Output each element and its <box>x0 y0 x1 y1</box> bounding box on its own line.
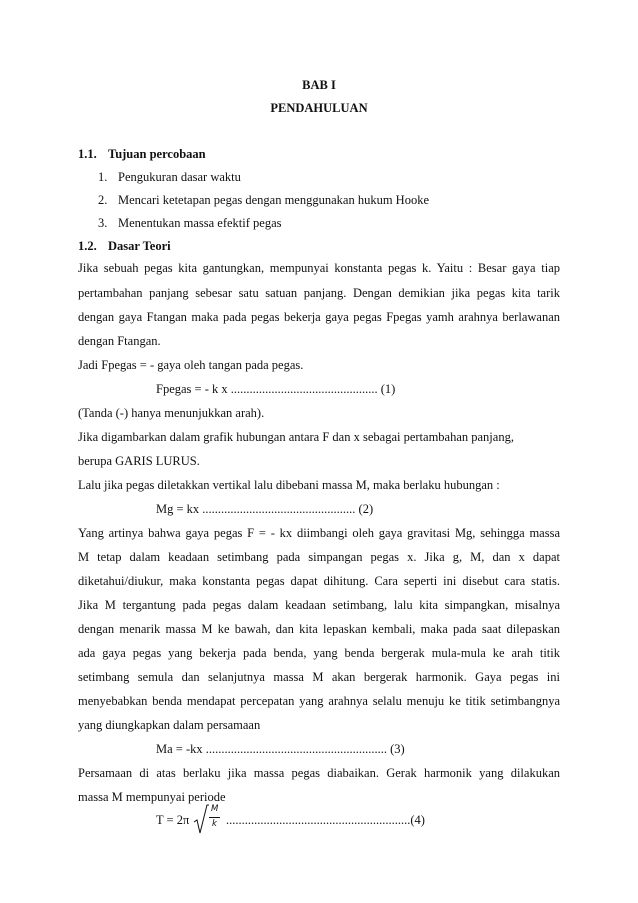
list-item-number: 1. <box>98 170 108 184</box>
paragraph-line: Yang artinya bahwa gaya pegas F = - kx diimbangi oleh gaya gravitasi Mg, sehingga massa <box>78 526 560 540</box>
paragraph-line: dengan menarik massa M ke bawah, dan kita lepaskan kembali, maka pada saat dilepaskan <box>78 622 560 636</box>
paragraph-line: menyebabkan benda mendapat percepatan yang arahnya selalu menuju ke titik setimbangnya <box>78 694 560 708</box>
section-heading-tujuan <box>78 147 560 162</box>
section-title: Tujuan percobaan <box>108 147 206 161</box>
chapter-label: BAB I <box>302 78 336 92</box>
fraction-denominator: k <box>212 819 217 829</box>
equation-1: Fpegas = - k x ............................................... (1) <box>156 382 396 396</box>
paragraph-line: Jika sebuah pegas kita gantungkan, mempunyai konstanta pegas k. Yaitu : Besar gaya tiap <box>78 261 560 275</box>
paragraph-line: dengan gaya Ftangan maka pada pegas bekerja gaya pegas Fpegas yamh arahnya berlawanan <box>78 310 560 324</box>
equation-2: Mg = kx ................................................. (2) <box>156 502 374 516</box>
fraction-bar <box>209 817 220 818</box>
section-number: 1.2. <box>78 239 97 253</box>
list-item-text: Pengukuran dasar waktu <box>118 170 241 184</box>
section-heading-dasar-teori <box>78 239 560 254</box>
list-item-text: Mencari ketetapan pegas dengan menggunakan hukum Hooke <box>118 193 430 207</box>
paragraph-line: setimbang semula dan selanjutnya massa M akan bergerak harmonik. Gaya pegas ini <box>78 670 560 684</box>
list-item-text: Menentukan massa efektif pegas <box>118 216 282 230</box>
paragraph-line: M tetap dalam keadaan setimbang pada simpangan pegas x. Jika g, M, dan x dapat <box>78 550 560 564</box>
period-lhs: T = 2π <box>156 813 190 827</box>
paragraph-line: berupa GARIS LURUS. <box>78 454 200 468</box>
equation-3: Ma = -kx .......................................................... (3) <box>156 742 405 756</box>
paragraph-line: Jika digambarkan dalam grafik hubungan antara F dan x sebagai pertambahan panjang, <box>78 430 514 444</box>
list-item-number: 2. <box>98 193 108 207</box>
paragraph-line: Jika M tergantung pada pegas dalam keadaan setimbang, lalu kita simpangkan, misalnya <box>78 598 560 612</box>
paragraph-line: Lalu jika pegas diletakkan vertikal lalu dibebani massa M, maka berlaku hubungan : <box>78 478 500 492</box>
paragraph-line: yang diungkapkan dalam persamaan <box>78 718 261 732</box>
chapter-title: PENDAHULUAN <box>270 101 368 115</box>
paragraph-line: massa M mempunyai periode <box>78 790 226 804</box>
paragraph-line: (Tanda (-) hanya menunjukkan arah). <box>78 406 265 420</box>
paragraph-line: pertambahan panjang sebesar satu satuan panjang. Dengan demikian jika pegas kita tarik <box>78 286 560 300</box>
fraction-numerator: M <box>211 804 219 814</box>
section-title: Dasar Teori <box>108 239 171 253</box>
section-number: 1.1. <box>78 147 97 161</box>
paragraph-line: diketahui/diukur, maka konstanta pegas dapat dihitung. Cara seperti ini disebut cara statis. <box>78 574 560 588</box>
paragraph-line: Persamaan di atas berlaku jika massa pegas diabaikan. Gerak harmonik yang dilakukan <box>78 766 560 780</box>
list-item-number: 3. <box>98 216 108 230</box>
period-rhs: ...........................................................(4) <box>226 813 425 827</box>
paragraph-line: dengan Ftangan. <box>78 334 161 348</box>
paragraph-line: ada gaya pegas yang bekerja pada benda, yang benda bergerak mula-mula ke arah titik <box>78 646 560 660</box>
paragraph-line: Jadi Fpegas = - gaya oleh tangan pada pegas. <box>78 358 304 372</box>
square-root-symbol <box>193 804 209 836</box>
